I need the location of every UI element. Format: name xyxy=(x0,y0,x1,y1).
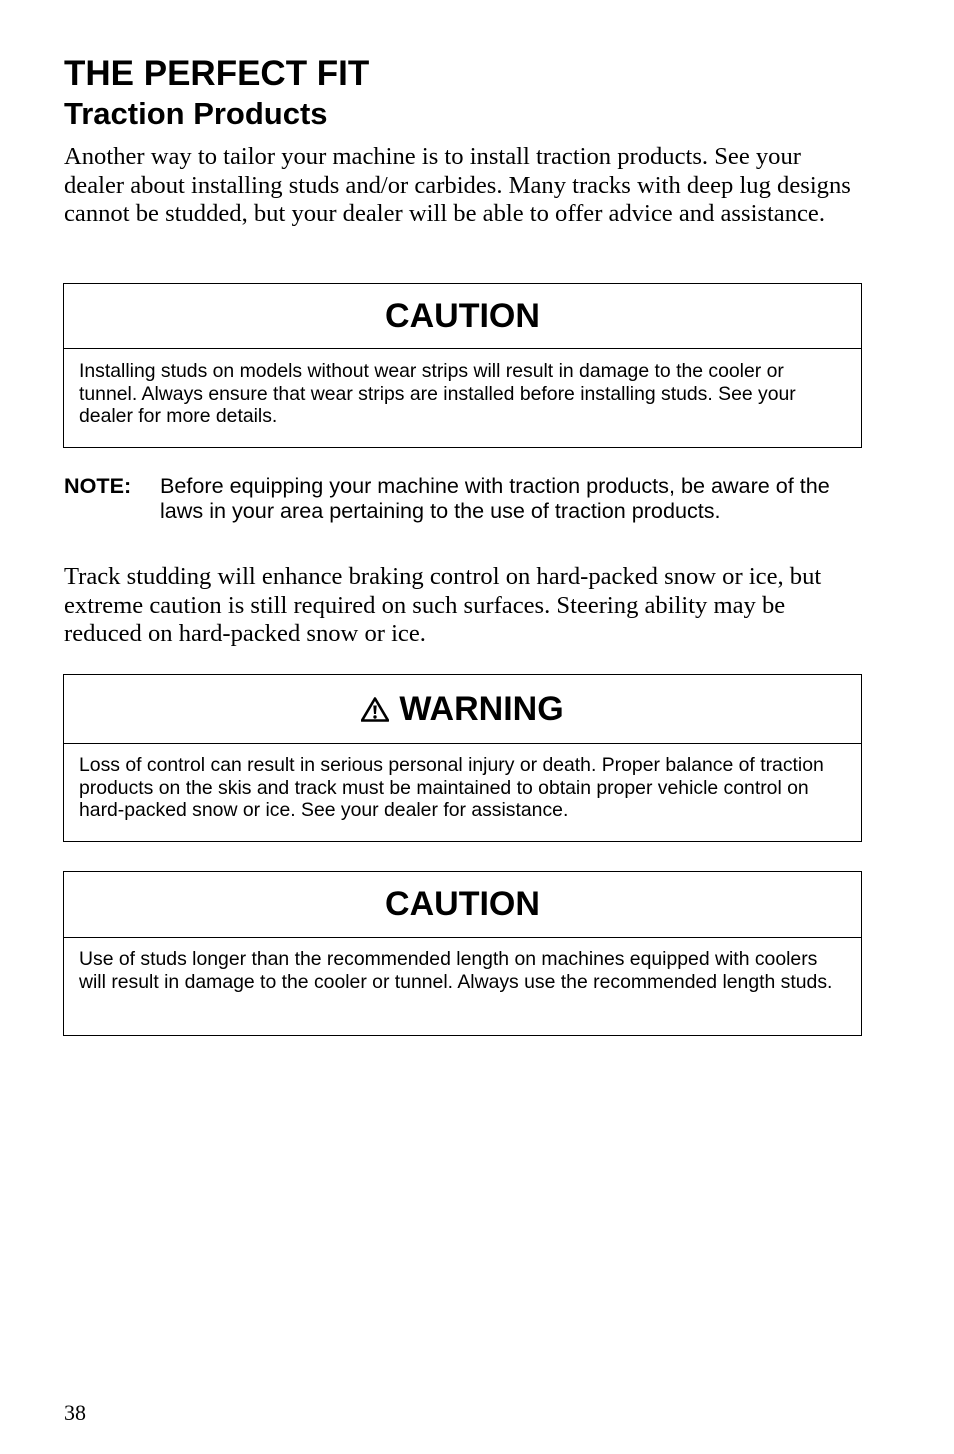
caution-heading xyxy=(64,284,861,349)
caution-heading-2 xyxy=(64,872,861,938)
warning-text: Loss of control can result in serious personal injury or death. Proper balance of traction products on the skis and track must be maintained to obtain proper vehicle control on hard-packed snow or ice. See your dealer for assistance. xyxy=(79,754,824,822)
page-number: 38 xyxy=(64,1400,86,1425)
note-label: NOTE: xyxy=(64,473,132,498)
caution-heading-text-2: CAUTION xyxy=(385,885,540,923)
note-text: Before equipping your machine with traction products, be aware of the laws in your area pertaining to the use of traction products. xyxy=(160,473,830,523)
warning-triangle-icon xyxy=(361,697,389,722)
intro-paragraph: Another way to tailor your machine is to install traction products. See your dealer about installing studs and/or carbides. Many tracks with deep lug designs cannot be studded, but your dealer will be able to offer advice and assistance. xyxy=(64,143,851,227)
warning-heading-text: WARNING xyxy=(399,689,564,728)
note xyxy=(64,473,864,523)
caution-text: Installing studs on models without wear strips will result in damage to the cooler or tunnel. Always ensure that wear strips are installed before installing studs. See your dealer for more details. xyxy=(79,360,796,428)
studding-paragraph: Track studding will enhance braking control on hard-packed snow or ice, but extreme caution is still required on such surfaces. Steering ability may be reduced on hard-packed snow or ice. xyxy=(64,563,822,647)
caution-text-2: Use of studs longer than the recommended length on machines equipped with coolers will result in damage to the cooler or tunnel. Always use the recommended length studs. xyxy=(79,948,833,993)
warning-box xyxy=(63,674,862,842)
section-title: Traction Products xyxy=(64,96,328,131)
caution-heading-text: CAUTION xyxy=(385,296,540,335)
caution-box xyxy=(63,283,862,448)
warning-heading xyxy=(64,675,861,744)
page-title: THE PERFECT FIT xyxy=(64,54,370,93)
caution-box-2 xyxy=(63,871,862,1036)
